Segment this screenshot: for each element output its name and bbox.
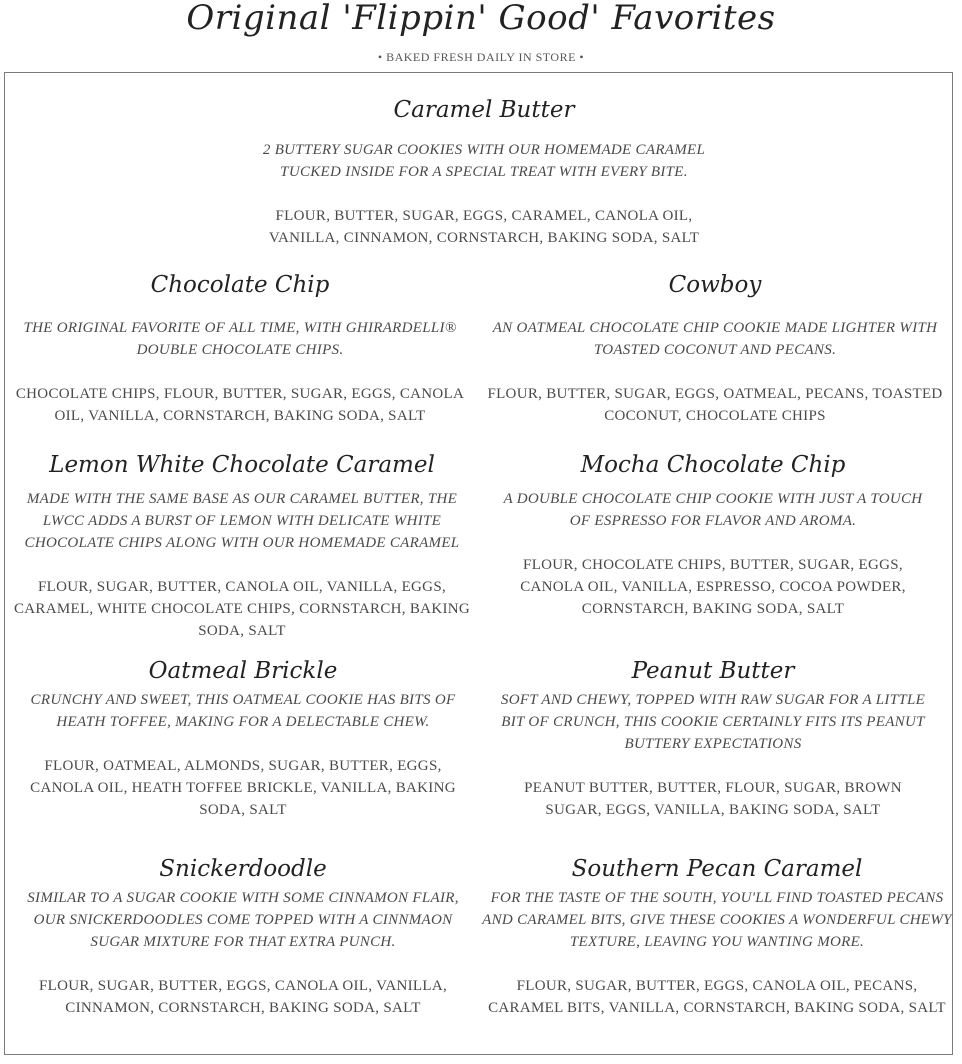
item-description: SIMILAR TO A SUGAR COOKIE WITH SOME CINNAMON FLAIR, OUR SNICKERDOODLES COME TOPPED WITH A CINNMAON SUGAR MIXTURE FOR THAT EXTRA PUNCH. bbox=[27, 890, 459, 950]
item-name: Peanut Butter bbox=[631, 658, 795, 684]
menu-item-southern-pecan-caramel bbox=[478, 854, 956, 1019]
item-name: Mocha Chocolate Chip bbox=[580, 452, 846, 478]
item-name: Caramel Butter bbox=[393, 97, 575, 123]
item-ingredients: FLOUR, BUTTER, SUGAR, EGGS, CARAMEL, CANOLA OIL, VANILLA, CINNAMON, CORNSTARCH, BAKING SODA, SALT bbox=[268, 208, 700, 246]
item-name: Lemon White Chocolate Caramel bbox=[49, 452, 435, 478]
item-ingredients: FLOUR, SUGAR, BUTTER, CANOLA OIL, VANILLA, EGGS, CARAMEL, WHITE CHOCOLATE CHIPS, CORNSTARCH, BAKING SODA, SALT bbox=[13, 579, 471, 639]
menu-item-mocha-chocolate-chip bbox=[497, 450, 929, 620]
item-name: Oatmeal Brickle bbox=[148, 658, 338, 684]
item-description: THE ORIGINAL FAVORITE OF ALL TIME, WITH GHIRARDELLI® DOUBLE CHOCOLATE CHIPS. bbox=[23, 320, 457, 358]
item-ingredients: CHOCOLATE CHIPS, FLOUR, BUTTER, SUGAR, EGGS, CANOLA OIL, VANILLA, CORNSTARCH, BAKING SODA, SALT bbox=[15, 386, 465, 424]
item-ingredients: PEANUT BUTTER, BUTTER, FLOUR, SUGAR, BROWN SUGAR, EGGS, VANILLA, BAKING SODA, SALT bbox=[524, 780, 902, 818]
item-description: MADE WITH THE SAME BASE AS OUR CARAMEL BUTTER, THE LWCC ADDS A BURST OF LEMON WITH DELICATE WHITE CHOCOLATE CHIPS ALONG WITH OUR HOMEMADE CARAMEL bbox=[24, 491, 460, 551]
menu-item-peanut-butter bbox=[497, 656, 929, 821]
item-name: Cowboy bbox=[668, 272, 762, 298]
item-description: SOFT AND CHEWY, TOPPED WITH RAW SUGAR FOR A LITTLE BIT OF CRUNCH, THIS COOKIE CERTAINLY FITS ITS PEANUT BUTTERY EXPECTATIONS bbox=[500, 692, 926, 752]
menu-item-chocolate-chip bbox=[14, 270, 466, 427]
menu-item-snickerdoodle bbox=[22, 854, 464, 1019]
menu-item-caramel-butter bbox=[245, 95, 723, 249]
item-name: Southern Pecan Caramel bbox=[571, 856, 863, 882]
item-description: AN OATMEAL CHOCOLATE CHIP COOKIE MADE LIGHTER WITH TOASTED COCONUT AND PECANS. bbox=[492, 320, 938, 358]
menu-item-cowboy bbox=[484, 270, 946, 427]
item-name: Chocolate Chip bbox=[150, 272, 330, 298]
item-ingredients: FLOUR, SUGAR, BUTTER, EGGS, CANOLA OIL, VANILLA, CINNAMON, CORNSTARCH, BAKING SODA, SALT bbox=[38, 978, 448, 1016]
item-description: A DOUBLE CHOCOLATE CHIP COOKIE WITH JUST A TOUCH OF ESPRESSO FOR FLAVOR AND AROMA. bbox=[503, 491, 923, 529]
page-subtitle: • BAKED FRESH DAILY IN STORE • bbox=[377, 50, 585, 64]
item-description: 2 BUTTERY SUGAR COOKIES WITH OUR HOMEMADE CARAMEL TUCKED INSIDE FOR A SPECIAL TREAT WITH EVERY BITE. bbox=[262, 142, 706, 180]
item-ingredients: FLOUR, CHOCOLATE CHIPS, BUTTER, SUGAR, EGGS, CANOLA OIL, VANILLA, ESPRESSO, COCOA POWDER, CORNSTARCH, BAKING SODA, SALT bbox=[520, 557, 906, 617]
item-ingredients: FLOUR, SUGAR, BUTTER, EGGS, CANOLA OIL, PECANS, CARAMEL BITS, VANILLA, CORNSTARCH, BAKING SODA, SALT bbox=[488, 978, 946, 1016]
item-description: CRUNCHY AND SWEET, THIS OATMEAL COOKIE HAS BITS OF HEATH TOFFEE, MAKING FOR A DELECTABLE CHEW. bbox=[30, 692, 456, 730]
item-ingredients: FLOUR, OATMEAL, ALMONDS, SUGAR, BUTTER, EGGS, CANOLA OIL, HEATH TOFFEE BRICKLE, VANILLA, BAKING SODA, SALT bbox=[30, 758, 456, 818]
page-title: Original 'Flippin' Good' Favorites bbox=[186, 0, 776, 38]
menu-item-lemon-white-chocolate-caramel bbox=[6, 450, 478, 642]
item-name: Snickerdoodle bbox=[159, 856, 327, 882]
menu-item-oatmeal-brickle bbox=[22, 656, 464, 821]
item-ingredients: FLOUR, BUTTER, SUGAR, EGGS, OATMEAL, PECANS, TOASTED COCONUT, CHOCOLATE CHIPS bbox=[487, 386, 943, 424]
item-description: FOR THE TASTE OF THE SOUTH, YOU'LL FIND TOASTED PECANS AND CARAMEL BITS, GIVE THESE COOKIES A WONDERFUL CHEWY TEXTURE, LEAVING YOU WANTING MORE. bbox=[482, 890, 952, 950]
